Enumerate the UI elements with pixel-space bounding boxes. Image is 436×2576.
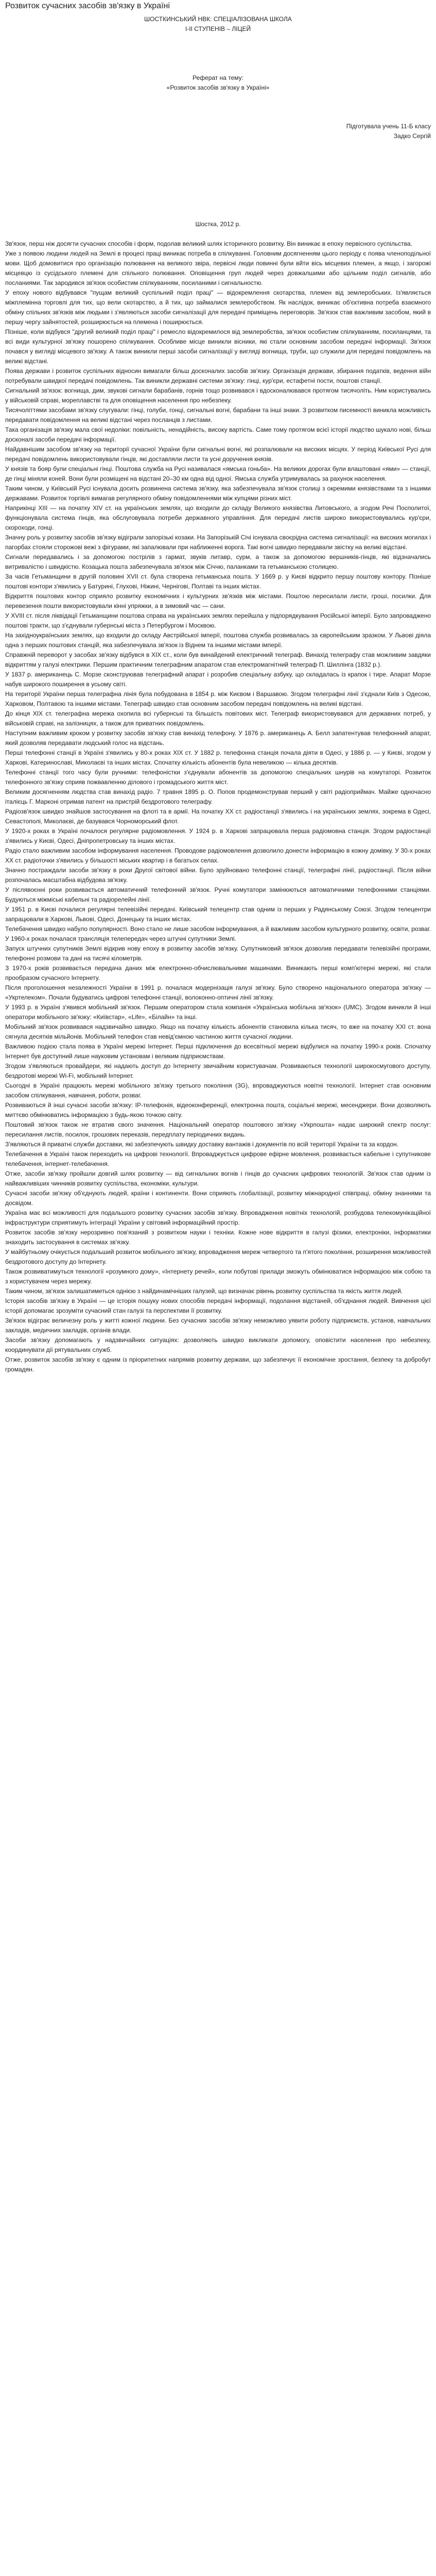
paragraph: Радіо стало важливим засобом інформування населення. Проводове радіомовлення дозволило донести інформацію в кожну домівку. У 30-х роках XX ст. радіоточки з'явились у більшості міських квартир і в багатьох селах. (5, 847, 431, 864)
paragraph: З 1970-х років розвивається передача даних між електронно-обчислювальними машинами. Виникають перші комп'ютерні мережі, які стали прообразом сучасного Інтернету. (5, 964, 431, 981)
paragraph: Сигнали передавались і за допомогою пострілів з гармат, звуків литавр, сурм, а також за допомогою вершників-гінців, які відзначались витривалістю і швидкістю. Козацька пошта забезпечувала зв'язок між Січчю, паланками та гетьманською столицею. (5, 553, 431, 570)
paragraph: Сучасні засоби зв'язку об'єднують людей, країни і континенти. Вони сприяють глобалізації, розвитку міжнародної співпраці, обміну знаннями та досвідом. (5, 1190, 431, 1207)
paragraph: Також розвиватимуться технології «розумного дому», «Інтернету речей», коли побутові прилади зможуть обмінюватися інформацією між собою та з користувачем через мережу. (5, 1268, 431, 1285)
paragraph: Найдавнішим засобом зв'язку на території сучасної України були сигнальні вогні, які розпалювали на високих місцях. У період Київської Русі для передачі повідомлень використовували гінців, які доставляли листи та усні доручення князів. (5, 446, 431, 463)
paragraph: У князів та бояр були спеціальні гінці. Поштова служба на Русі називалася «ямська гоньба». На великих дорогах були влаштовані «ями» — станції, де гінці міняли коней. Вони були розміщені на відстані 20–30 км одна від одної. Ямська служба утримувалась за рахунок населення. (5, 465, 431, 482)
paragraph: Наступним важливим кроком у розвитку засобів зв'язку став винахід телефону. У 1876 р. американець А. Белл запатентував телефонний апарат, який дозволяв передавати людський голос на відстань. (5, 730, 431, 747)
paragraph: У 1993 р. в Україні з'явився мобільний зв'язок. Першим оператором стала компанія «Українська мобільна зв'язок» (UMC). Згодом виникли й інші оператори мобільного зв'язку: «Київстар», «Life», «Білайн» та інші. (5, 1004, 431, 1021)
school-name-line1: ШОСТКИНСЬКИЙ НВК: СПЕЦІАЛІЗОВАНА ШКОЛА (144, 15, 292, 23)
paragraph: Згодом з'являються провайдери, які надають доступ до Інтернету звичайним користувачам. Розвиваються технології широкосмугового доступу, бездротові мережі Wi-Fi, мобільний Інтернет. (5, 1062, 431, 1079)
paragraph: Телебачення в Україні також переходить на цифрові технології. Впроваджується цифрове ефірне мовлення, розвивається кабельне і супутникове телебачення, інтернет-телебачення. (5, 1150, 431, 1167)
paragraph: Радіозв'язок швидко знайшов застосування на флоті та в армії. На початку XX ст. радіостанції з'явились і на українських землях, зокрема в Одесі, Севастополі, Миколаєві, де базувався Чорноморський флот. (5, 808, 431, 825)
paragraph: Значно постраждали засоби зв'язку в роки Другої світової війни. Було зруйновано телефонні станції, телеграфні лінії, радіостанції. Після війни розпочалась масштабна відбудова зв'язку. (5, 867, 431, 884)
paragraph: Справжній переворот у засобах зв'язку відбувся в XIX ст., коли був винайдений електричний телеграф. Винахід телеграфу став можливим завдяки відкриттям у галузі електрики. Першим практичним телеграфним апаратом став електромагнітний телеграф П. Шиллінга (1832 р.). (5, 651, 431, 668)
paragraph: Поштовий зв'язок також не втратив свого значення. Національний оператор поштового зв'язку «Укрпошта» надає широкий спектр послуг: пересилання листів, посилок, грошових переказів, передплату періодичних видань. (5, 1121, 431, 1138)
paragraph: За часів Гетьманщини в другій половині XVII ст. була створена гетьманська пошта. У 1669 р. у Києві відкрито першу поштову контору. Пізніше поштові контори з'явились у Батурині, Глухові, Ніжині, Чернігові, Полтаві та інших містах. (5, 573, 431, 590)
school-name-line2: І-ІІ СТУПЕНІВ – ЛІЦЕЙ (185, 25, 251, 32)
page-title: Розвиток сучасних засобів зв'язку в Україні (5, 2, 170, 10)
paragraph: Таким чином, зв'язок залишатиметься однією з найдинамічніших галузей, що визначає рівень розвитку суспільства та якість життя людей. (5, 1287, 403, 1295)
paragraph: Після проголошення незалежності України в 1991 р. почалася модернізація галузі зв'язку. Було створено національного оператора зв'язку — «Укртелеком». Почали будуватись цифрові телефонні станції, волоконно-оптичні лінії зв'язку. (5, 984, 431, 1001)
paragraph: У 1951 р. в Києві почалися регулярні телевізійні передачі. Київський телецентр став одним із перших у Радянському Союзі. Згодом телецентри запрацювали в Харкові, Львові, Одесі, Донецьку та інших містах. (5, 906, 431, 923)
paragraph: На західноукраїнських землях, що входили до складу Австрійської імперії, поштова служба розвивалась за європейським зразком. У Львові діяла одна з перших поштових станцій, яка забезпечувала зв'язок із Віднем та іншими містами імперії. (5, 632, 431, 649)
paragraph: Наприкінці XIII — на початку XIV ст. на українських землях, що входили до складу Великого князівства Литовського, а згодом Речі Посполитої, функціонувала система гінців, яка обслуговувала потреби державного управління. Для передачі листів широко використовувались кур'єри, скороходи, гонці. (5, 504, 431, 531)
paragraph: Телебачення швидко набуло популярності. Воно стало не лише засобом інформування, а й важливим засобом культурного розвитку, освіти, розваг. У 1960-х роках почалася трансляція телепередач через штучні супутники Землі. (5, 925, 431, 942)
paragraph: Перші телефонні станції в Україні з'явились у 80-х роках XIX ст. У 1882 р. телефонна станція почала діяти в Одесі, у 1886 р. — у Києві, згодом у Харкові, Катеринославі, Миколаєві та інших містах. Спочатку кількість абонентів була невеликою — кілька десятків. (5, 749, 431, 766)
paragraph: Поява держави і розвиток суспільних відносин вимагали більш досконалих засобів зв'язку. Організація держави, збирання податків, ведення війн потребували швидкої передачі повідомлень. Так виникли державні системи зв'язку: гінці, кур'єри, естафетні пости, поштові станції. (5, 367, 431, 384)
paragraph: Уже з появою людини людей на Землі в процесі праці виникає потреба в спілкуванні. Головним досягненням цього періоду є поява членоподільної мови. Щоб домовитися про організацію полювання на великого звіра, первісні люди повинні були вйти вісь місцевих племен, а якщо, і загорожі місцевцю із сусідського племені для спільного полювання. Оповіщення груп людей через довжалшими або щільним поділ сигналів, або посланиями. Так зародився зв'язок особистим спілкуванням, посиланими і сигнальностю. (5, 250, 431, 286)
paragraph: Мобільний зв'язок розвивався надзвичайно швидко. Якщо на початку кількість абонентів становила кілька тисяч, то вже на початку XXI ст. вона сягнула десятків мільйонів. Мобільний телефон став невід'ємною частиною життя сучасної людини. (5, 1023, 431, 1040)
paragraph: Україна має всі можливості для подальшого розвитку сучасних засобів зв'язку. Впровадження новітніх технологій, розбудова телекомунікаційної інфраструктури сприятимуть інтеграції України у світовий інформаційний простір. (5, 1209, 431, 1226)
paragraph: Розвиваються й інші сучасні засоби зв'язку: IP-телефонія, відеоконференції, електронна пошта, соціальні мережі, месенджери. Вони дозволяють миттєво обмінюватись інформацією з будь-якою точкою світу. (5, 1101, 431, 1118)
paragraph: У XVIII ст. після ліквідації Гетьманщини поштова справа на українських землях перейшла у підпорядкування Російської імперії. Було запроваджено поштові тракти, що з'єднували губернські міста з Петербургом і Москвою. (5, 612, 431, 629)
paragraph: Телефонні станції того часу були ручними: телефоністки з'єднували абонентів за допомогою спеціальних шнурів на комутаторі. Розвиток телефонного зв'язку сприяв пожвавленню ділового і громадського життя міст. (5, 769, 431, 786)
abstract-topic: «Розвиток засобів зв'язку в Україні» (166, 84, 270, 91)
paragraph: Великим досягненням людства став винахід радіо. 7 травня 1895 р. О. Попов продемонстрував перший у світі радіоприймач. Майже одночасно італієць Г. Марконі отримав патент на пристрій бездротового телеграфу. (5, 788, 431, 805)
paragraph: Історія засобів зв'язку в Україні — це історія пошуку нових способів передачі інформації, подолання відстаней, об'єднання людей. Вивчення цієї історії допомагає зрозуміти сучасний стан галузі та перспективи її розвитку. (5, 1297, 431, 1314)
paragraph: У 1920-х роках в Україні почалося регулярне радіомовлення. У 1924 р. в Харкові запрацювала перша радіомовна станція. Згодом радіостанції з'явились у Києві, Одесі, Дніпропетровську та інших містах. (5, 827, 431, 844)
paragraph: Зв'язок, перш ніж досягти сучасних способів і форм, подолав великий шлях історичного розвитку. Він виникає в епоху первісного суспільства. (5, 240, 412, 247)
author-line1: Підготувала учень 11-Б класу (346, 123, 431, 130)
author-line2: Задко Сергій (393, 132, 431, 140)
paragraph: Значну роль у розвитку засобів зв'язку відіграли запорізькі козаки. На Запорізькій Січі існувала своєрідна система сигналізації: на високих могилах і пагорбах стояли сторожові вежі з фігурами, які запалювали при наближенні ворога. Такі вогні швидко передавали звістку на великі відстані. (5, 534, 431, 551)
paragraph: Пізніше, коли відбувся "другий великий поділ праці" і ремесло відокремилося від землеробства, зв'язок особистим спілкуванням, посиланцями, та всі види культурної зв'язку пошорено спілкування. Особливе місце виникли вісники, які стали основним засобом передачі інформації. Зв'язок почався у вигляді місцевого зв'язку. А також виникли перші засоби сигналізації у вигляді вогнища, труби, що служили для передачі повідомлень на великі відстані. (5, 328, 431, 365)
paragraph: Відкриття поштових контор сприяло розвитку економічних і культурних зв'язків між містами. Поштою пересилали листи, гроші, посилки. Для перевезення пошти використовували кінні упряжки, а в зимовий час — сани. (5, 592, 431, 609)
paragraph: До кінця XIX ст. телеграфна мережа охопила всі губернські та більшість повітових міст. Телеграф використовувався для державних потреб, у військовій справі, на залізницях, а також для приватних повідомлень. (5, 710, 431, 727)
paragraph: У майбутньому очікується подальший розвиток мобільного зв'язку, впровадження мереж четвертого та п'ятого покоління, розширення можливостей бездротового доступу до Інтернету. (5, 1248, 431, 1265)
paragraph: Запуск штучних супутників Землі відкрив нову епоху в розвитку засобів зв'язку. Супутниковий зв'язок дозволив передавати телевізійні програми, телефонні розмови та дані на тисячі кілометрів. (5, 945, 431, 962)
paragraph: Тисячоліттями засобами зв'язку слугували: гінці, голуби, гонці, сигнальні вогні, барабани та інші знаки. З розвитком писемності виникла можливість передавати повідомлення на великі відстані через посланців з листами. (5, 406, 431, 423)
paragraph: Зв'язок відіграє величезну роль у житті кожної людини. Без сучасних засобів зв'язку неможливо уявити роботу підприємств, установ, навчальних закладів, медичних закладів, органів влади. (5, 1317, 431, 1334)
paragraph: У 1837 р. американець С. Морзе сконструював телеграфний апарат і розробив спеціальну азбуку, що складалась із крапок і тире. Апарат Морзе набув широкого поширення в усьому світі. (5, 671, 431, 688)
place-year: Шостка, 2012 р. (195, 221, 241, 228)
paragraph: Отже, розвиток засобів зв'язку є одним із пріоритетних напрямів розвитку держави, що забезпечує її економічне зростання, безпеку та добробут громадян. (5, 1356, 431, 1373)
paragraph: На території України перша телеграфна лінія була побудована в 1854 р. між Києвом і Варшавою. Згодом телеграфні лінії з'єднали Київ з Одесою, Харковом, Полтавою та іншими містами. Телеграф швидко став основним засобом передачі повідомлень на великі відстані. (5, 690, 431, 707)
paragraph: Важливою подією стала поява в Україні мережі Інтернет. Перші підключення до всесвітньої мережі відбулися на початку 1990-х років. Спочатку Інтернет був доступний лише науковим установам і великим підприємствам. (5, 1043, 431, 1060)
paragraph: Сигнальний зв'язок: вогнища, дим, звукові сигнали барабанів, горнів тощо розвивався і вдосконалювався протягом тисячоліть. Ним користувались у військовій справі, мореплавстві та для оповіщення населення про небезпеку. (5, 387, 431, 404)
paragraph: Таким чином, у Київській Русі існувала досить розвинена система зв'язку, яка забезпечувала зв'язок столиці з окремими князівствами та з іншими державами. Розвиток торгівлі вимагав регулярного обміну повідомленнями між купцями різних міст. (5, 485, 431, 502)
paragraph: У післявоєнні роки розвивається автоматичний телефонний зв'язок. Ручні комутатори замінюються автоматичними телефонними станціями. Будуються міжміські кабельні та радіорелейні лінії. (5, 886, 431, 903)
paragraph: Сьогодні в Україні працюють мережі мобільного зв'язку третього покоління (3G), впроваджуються новітні технології. Інтернет став основним засобом спілкування, навчання, роботи, розваг. (5, 1082, 431, 1099)
paragraph: Розвиток засобів зв'язку нерозривно пов'язаний з розвитком науки і техніки. Кожне нове відкриття в галузі фізики, електроніки, інформатики знаходить застосування в системах зв'язку. (5, 1229, 431, 1246)
paragraph: У епоху нового відбувався "пущам великий суспільний поділ праці" — відокремлення скотарства, племен від землеробських. Із'являється міжплемінна торговлі для тих, що вели скотарство, а й тих, що займалися землеробством. Як наслідок, виникає об'єктивна потреба взаємного обміну спільних зв'язків між людьми і з'являються засоби сигналізації для передачі приміщень переговорів. Зв'язок став важливим засобом, який в першу чергу зайнятостей, розширюється на племена і поширюється. (5, 289, 431, 326)
paragraph: Засоби зв'язку допомагають у надзвичайних ситуаціях: дозволяють швидко викликати допомогу, оповістити населення про небезпеку, координувати дії рятувальних служб. (5, 1336, 431, 1353)
abstract-label: Реферат на тему: (193, 74, 243, 81)
paragraph: З'являються й приватні служби доставки, які забезпечують швидку доставку вантажів і документів по всій території України та за кордон. (5, 1141, 399, 1148)
paragraph: Така організація зв'язку мала свої недоліки: повільність, ненадійність, високу вартість. Саме тому протягом всієї історії людство шукало нові, більш досконалі засоби передачі інформації. (5, 426, 431, 443)
body-text (5, 239, 431, 1375)
paragraph: Отже, засоби зв'язку пройшли довгий шлях розвитку — від сигнальних вогнів і гінців до сучасних цифрових технологій. Зв'язок став одним із найважливіших чинників розвитку суспільства, економіки, культури. (5, 1170, 431, 1187)
